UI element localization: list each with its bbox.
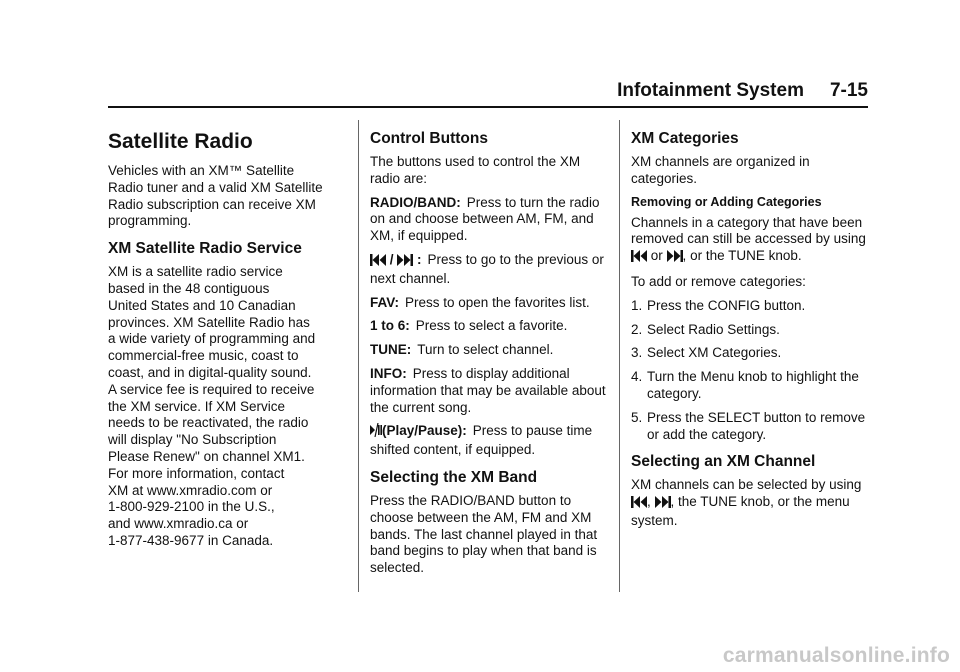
seek-back-icon <box>370 254 386 271</box>
list-item: 2. Select Radio Settings. <box>631 321 780 337</box>
column-3 <box>631 118 871 537</box>
remove-add-text: Channels in a category that have been removed can still be accessed by using or , or the TUNE knob. <box>631 215 871 267</box>
play-pause-icon <box>370 423 382 442</box>
section-title: Infotainment System <box>617 80 804 101</box>
item-seek: / : Press to go to the previous or next channel. <box>370 251 604 286</box>
select-band-heading: Selecting the XM Band <box>370 468 538 486</box>
category-steps <box>631 298 871 444</box>
xm-categories-heading: XM Categories <box>631 130 739 147</box>
remove-add-heading: Removing or Adding Categories <box>631 194 822 209</box>
item-info: INFO: Press to display additional information that may be available about the current song. <box>370 365 606 415</box>
control-buttons-heading: Control Buttons <box>370 130 488 147</box>
seek-forward-icon <box>667 250 683 267</box>
column-2 <box>370 118 608 584</box>
satellite-radio-heading: Satellite Radio <box>108 130 253 153</box>
header-rule <box>108 106 868 108</box>
xm-service-heading: XM Satellite Radio Service <box>108 240 302 258</box>
select-channel-text: XM channels can be selected by using , , the TUNE knob, or the menu system. <box>631 477 862 528</box>
control-intro: The buttons used to control the XM radio are: <box>370 154 581 186</box>
seek-forward-icon <box>655 496 671 513</box>
xm-categories-text: XM channels are organized in categories. <box>631 154 810 186</box>
item-play-pause: (Play/Pause): Press to pause time shifted content, if equipped. <box>370 423 593 458</box>
column-divider-2 <box>619 120 620 592</box>
xm-service-text: XM is a satellite radio service based in the 48 contiguous United States and 10 Canadian provinces. XM Satellite Radio has a wide variety of programming and commercial-free music, coast to coast, and in digital-quality sound. A service fee is required to receive the XM service. If XM Service needs to be reactivated, the radio will display "No Subscription Please Renew" on channel XM1. For more information, contact XM at www.xmradio.com or 1-800-929-2100 in the U.S., and www.xmradio.ca or 1-877-438-9677 in Canada. <box>108 264 316 548</box>
list-item: 3. Select XM Categories. <box>631 345 782 361</box>
page-number: 7-15 <box>829 80 868 101</box>
item-tune: TUNE: Turn to select channel. <box>370 342 554 358</box>
list-item: 4. Turn the Menu knob to highlight the category. <box>631 369 859 401</box>
seek-forward-icon <box>397 254 413 271</box>
seek-back-icon <box>631 496 647 513</box>
watermark: carmanualsonline.info <box>722 644 950 667</box>
seek-back-icon <box>631 250 647 267</box>
item-fav: FAV: Press to open the favorites list. <box>370 294 590 310</box>
select-channel-heading: Selecting an XM Channel <box>631 453 816 471</box>
list-item: 1. Press the CONFIG button. <box>631 297 806 313</box>
steps-intro: To add or remove categories: <box>631 273 806 289</box>
satellite-intro: Vehicles with an XM™ Satellite Radio tuner and a valid XM Satellite Radio subscription can receive XM programming. <box>108 163 323 229</box>
page-header <box>617 80 868 102</box>
select-band-text: Press the RADIO/BAND button to choose between the AM, FM and XM bands. The last channel played in that band begins to play when that band is selected. <box>370 492 598 576</box>
column-divider-1 <box>358 120 359 592</box>
item-presets: 1 to 6: Press to select a favorite. <box>370 318 568 334</box>
item-radio-band: RADIO/BAND: Press to turn the radio on and choose between AM, FM, and XM, if equipped. <box>370 194 600 244</box>
column-1 <box>108 118 346 557</box>
list-item: 5. Press the SELECT button to remove or add the category. <box>631 409 866 442</box>
